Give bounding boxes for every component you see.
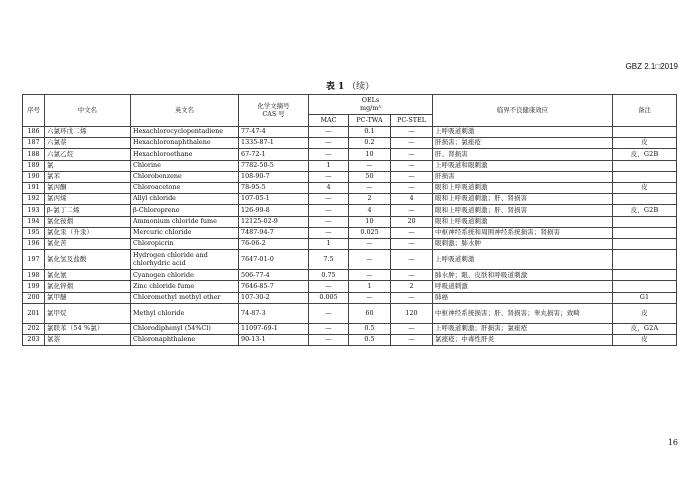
- row-english-name: Chloropicrin: [131, 238, 239, 249]
- table-row: [23, 250, 677, 270]
- row-number: 199: [23, 281, 45, 292]
- table-header: [23, 95, 677, 127]
- row-mac: 0.75: [309, 270, 349, 281]
- col-header-effects: 临界不良健康效应: [433, 95, 613, 127]
- row-chinese-name: 六氯萘: [45, 138, 131, 149]
- row-number: 188: [23, 149, 45, 160]
- row-health-effect: 眼和上呼吸道刺激: [433, 182, 613, 193]
- row-chinese-name: β-氯丁二烯: [45, 205, 131, 216]
- row-english-name: Mercuric chloride: [131, 227, 239, 238]
- row-chinese-name: 氯: [45, 160, 131, 171]
- table-row: [23, 194, 677, 205]
- row-number: 191: [23, 182, 45, 193]
- row-cas-number: 77-47-4: [239, 127, 309, 138]
- row-english-name: Hexachloronaphthalene: [131, 138, 239, 149]
- row-mac: —: [309, 303, 349, 323]
- row-number: 194: [23, 216, 45, 227]
- row-english-name: Chlorobenzene: [131, 171, 239, 182]
- row-chinese-name: 氯甲醚: [45, 292, 131, 303]
- row-pc-twa: —: [349, 238, 391, 249]
- row-chinese-name: 氯化氢及盐酸: [45, 250, 131, 270]
- row-number: 190: [23, 171, 45, 182]
- table-body: [23, 127, 677, 346]
- row-cas-number: 12125-02-9: [239, 216, 309, 227]
- table-row: [23, 138, 677, 149]
- page-number: 16: [667, 438, 678, 447]
- col-header-pc-stel: PC-STEL: [391, 115, 433, 127]
- row-cas-number: 126-99-8: [239, 205, 309, 216]
- row-health-effect: 眼和上呼吸道刺激: [433, 216, 613, 227]
- col-header-cn-name: 中文名: [45, 95, 131, 127]
- row-pc-twa: —: [349, 182, 391, 193]
- row-chinese-name: 六氯环戊二烯: [45, 127, 131, 138]
- row-english-name: Hydrogen chloride and chlorhydric acid: [131, 250, 239, 270]
- row-mac: —: [309, 324, 349, 335]
- col-header-en-name: 英文名: [131, 95, 239, 127]
- row-number: 189: [23, 160, 45, 171]
- row-remark: G1: [613, 292, 677, 303]
- row-english-name: Chloroacetone: [131, 182, 239, 193]
- table-row: [23, 270, 677, 281]
- oels-table: [22, 94, 677, 346]
- col-header-remarks: 备注: [613, 95, 677, 127]
- row-health-effect: 眼和上呼吸道刺激；肝、肾损害: [433, 205, 613, 216]
- row-pc-twa: —: [349, 250, 391, 270]
- row-pc-stel: —: [391, 270, 433, 281]
- table-row: [23, 303, 677, 323]
- row-pc-twa: 10: [349, 149, 391, 160]
- row-pc-twa: —: [349, 292, 391, 303]
- table-row: [23, 171, 677, 182]
- row-health-effect: 肺癌: [433, 292, 613, 303]
- row-chinese-name: 六氯乙烷: [45, 149, 131, 160]
- row-english-name: Chloromethyl methyl ether: [131, 292, 239, 303]
- row-remark: [613, 160, 677, 171]
- row-mac: 1: [309, 160, 349, 171]
- table-row: [23, 182, 677, 193]
- row-number: 197: [23, 250, 45, 270]
- row-cas-number: 506-77-4: [239, 270, 309, 281]
- row-mac: —: [309, 216, 349, 227]
- row-mac: —: [309, 281, 349, 292]
- row-chinese-name: 氯化汞（升汞）: [45, 227, 131, 238]
- row-english-name: Ammonium chloride fume: [131, 216, 239, 227]
- row-pc-stel: —: [391, 160, 433, 171]
- row-pc-stel: —: [391, 292, 433, 303]
- row-number: 202: [23, 324, 45, 335]
- table-row: [23, 292, 677, 303]
- row-health-effect: 中枢神经系统损害；肝、肾损害；睾丸损害；致畸: [433, 303, 613, 323]
- row-number: 200: [23, 292, 45, 303]
- row-health-effect: 氯痤疮；中毒性肝炎: [433, 335, 613, 346]
- row-mac: 1: [309, 238, 349, 249]
- table-title: [0, 79, 700, 92]
- row-pc-stel: —: [391, 138, 433, 149]
- row-mac: 4: [309, 182, 349, 193]
- row-pc-twa: 2: [349, 194, 391, 205]
- table-row: [23, 127, 677, 138]
- row-english-name: Zinc chloride fume: [131, 281, 239, 292]
- row-pc-twa: 1: [349, 281, 391, 292]
- row-chinese-name: 氯丙烯: [45, 194, 131, 205]
- row-health-effect: 眼和上呼吸道刺激；肝、肾损害: [433, 194, 613, 205]
- row-health-effect: 上呼吸道刺激: [433, 127, 613, 138]
- row-health-effect: 上呼吸道刺激: [433, 250, 613, 270]
- row-mac: —: [309, 335, 349, 346]
- row-pc-twa: 0.5: [349, 335, 391, 346]
- table-row: [23, 324, 677, 335]
- row-remark: [613, 250, 677, 270]
- col-header-oels-label: OELs: [361, 95, 380, 104]
- row-english-name: Chloronaphthalene: [131, 335, 239, 346]
- row-pc-twa: 0.025: [349, 227, 391, 238]
- row-number: 186: [23, 127, 45, 138]
- row-cas-number: 67-72-1: [239, 149, 309, 160]
- table-row: [23, 216, 677, 227]
- row-cas-number: 74-87-3: [239, 303, 309, 323]
- row-remark: [613, 194, 677, 205]
- table-row: [23, 281, 677, 292]
- row-mac: —: [309, 194, 349, 205]
- row-cas-number: 7646-85-7: [239, 281, 309, 292]
- row-cas-number: 90-13-1: [239, 335, 309, 346]
- col-header-oels-unit: mg/m³: [360, 103, 381, 112]
- row-health-effect: 眼刺激；肺水肿: [433, 238, 613, 249]
- row-pc-stel: —: [391, 238, 433, 249]
- row-health-effect: 上呼吸道和眼刺激: [433, 160, 613, 171]
- row-number: 201: [23, 303, 45, 323]
- row-remark: 皮，G2B: [613, 149, 677, 160]
- row-remark: 皮: [613, 138, 677, 149]
- row-number: 196: [23, 238, 45, 249]
- row-english-name: Allyl chloride: [131, 194, 239, 205]
- row-health-effect: 肝损害；氯痤疮: [433, 138, 613, 149]
- row-pc-twa: 60: [349, 303, 391, 323]
- row-remark: 皮: [613, 335, 677, 346]
- row-remark: 皮: [613, 182, 677, 193]
- row-remark: [613, 216, 677, 227]
- document-code: GBZ 2.1□2019: [625, 62, 678, 71]
- row-chinese-name: 氯甲烷: [45, 303, 131, 323]
- row-health-effect: 肝损害: [433, 171, 613, 182]
- row-pc-twa: 50: [349, 171, 391, 182]
- row-chinese-name: 氯萘: [45, 335, 131, 346]
- row-mac: —: [309, 127, 349, 138]
- row-english-name: β-Chloroprene: [131, 205, 239, 216]
- table-row: [23, 227, 677, 238]
- row-health-effect: 肝、肾损害: [433, 149, 613, 160]
- row-pc-twa: 10: [349, 216, 391, 227]
- col-header-mac: MAC: [309, 115, 349, 127]
- row-pc-twa: 0.1: [349, 127, 391, 138]
- row-remark: [613, 127, 677, 138]
- row-remark: [613, 281, 677, 292]
- row-mac: 7.5: [309, 250, 349, 270]
- row-health-effect: 上呼吸道刺激；肝损害；氯痤疮: [433, 324, 613, 335]
- row-pc-stel: 4: [391, 194, 433, 205]
- row-remark: 皮: [613, 303, 677, 323]
- row-mac: —: [309, 205, 349, 216]
- col-header-cas-line1: 化学文摘号: [257, 101, 290, 110]
- row-mac: —: [309, 138, 349, 149]
- row-chinese-name: 氯丙酮: [45, 182, 131, 193]
- col-header-oels: [309, 95, 433, 115]
- col-header-cas: [239, 95, 309, 127]
- row-chinese-name: 氯苯: [45, 171, 131, 182]
- row-pc-stel: —: [391, 227, 433, 238]
- row-mac: —: [309, 227, 349, 238]
- row-remark: [613, 270, 677, 281]
- row-number: 195: [23, 227, 45, 238]
- row-pc-stel: —: [391, 149, 433, 160]
- row-pc-stel: 2: [391, 281, 433, 292]
- row-pc-stel: —: [391, 127, 433, 138]
- table-row: [23, 205, 677, 216]
- row-cas-number: 7782-50-5: [239, 160, 309, 171]
- row-cas-number: 107-30-2: [239, 292, 309, 303]
- row-pc-twa: 0.5: [349, 324, 391, 335]
- row-cas-number: 7647-01-0: [239, 250, 309, 270]
- row-chinese-name: 氯化氰: [45, 270, 131, 281]
- row-english-name: Chlorodiphenyl (54%Cl): [131, 324, 239, 335]
- table-row: [23, 149, 677, 160]
- row-pc-stel: —: [391, 324, 433, 335]
- row-remark: [613, 238, 677, 249]
- row-cas-number: 108-90-7: [239, 171, 309, 182]
- row-english-name: Chlorine: [131, 160, 239, 171]
- row-mac: —: [309, 171, 349, 182]
- row-chinese-name: 氯化锌烟: [45, 281, 131, 292]
- table-row: [23, 160, 677, 171]
- row-pc-stel: 20: [391, 216, 433, 227]
- row-pc-twa: —: [349, 270, 391, 281]
- row-health-effect: 肺水肿；眼、皮肤和呼吸道刺激: [433, 270, 613, 281]
- row-remark: [613, 171, 677, 182]
- row-health-effect: 呼吸道刺激: [433, 281, 613, 292]
- row-pc-stel: 120: [391, 303, 433, 323]
- row-remark: 皮，G2A: [613, 324, 677, 335]
- row-english-name: Cyanogen chloride: [131, 270, 239, 281]
- row-pc-stel: —: [391, 335, 433, 346]
- col-header-cas-line2: CAS 号: [262, 109, 285, 118]
- col-header-pc-twa: PC-TWA: [349, 115, 391, 127]
- row-mac: —: [309, 149, 349, 160]
- table-row: [23, 238, 677, 249]
- row-cas-number: 78-95-5: [239, 182, 309, 193]
- row-pc-twa: 4: [349, 205, 391, 216]
- row-cas-number: 107-05-1: [239, 194, 309, 205]
- row-number: 203: [23, 335, 45, 346]
- row-english-name: Hexachloroethane: [131, 149, 239, 160]
- row-pc-twa: 0.2: [349, 138, 391, 149]
- row-pc-twa: —: [349, 160, 391, 171]
- row-pc-stel: —: [391, 171, 433, 182]
- row-cas-number: 7487-94-7: [239, 227, 309, 238]
- row-mac: 0.005: [309, 292, 349, 303]
- row-pc-stel: —: [391, 250, 433, 270]
- row-pc-stel: —: [391, 182, 433, 193]
- col-header-no: 序号: [23, 95, 45, 127]
- row-chinese-name: 氯联苯（54 %氯）: [45, 324, 131, 335]
- row-health-effect: 中枢神经系统和周围神经系统损害；肾损害: [433, 227, 613, 238]
- row-number: 198: [23, 270, 45, 281]
- row-number: 192: [23, 194, 45, 205]
- row-number: 193: [23, 205, 45, 216]
- row-chinese-name: 氯化铵烟: [45, 216, 131, 227]
- row-english-name: Hexachlorocyclopentadiene: [131, 127, 239, 138]
- row-english-name: Methyl chloride: [131, 303, 239, 323]
- row-cas-number: 11097-69-1: [239, 324, 309, 335]
- row-remark: 皮，G2B: [613, 205, 677, 216]
- table-title-suffix: （续）: [347, 82, 375, 92]
- row-chinese-name: 氯化苦: [45, 238, 131, 249]
- table-row: [23, 335, 677, 346]
- row-pc-stel: —: [391, 205, 433, 216]
- row-remark: [613, 227, 677, 238]
- row-cas-number: 1335-87-1: [239, 138, 309, 149]
- row-cas-number: 76-06-2: [239, 238, 309, 249]
- table-title-label: 表 1: [325, 82, 345, 92]
- row-number: 187: [23, 138, 45, 149]
